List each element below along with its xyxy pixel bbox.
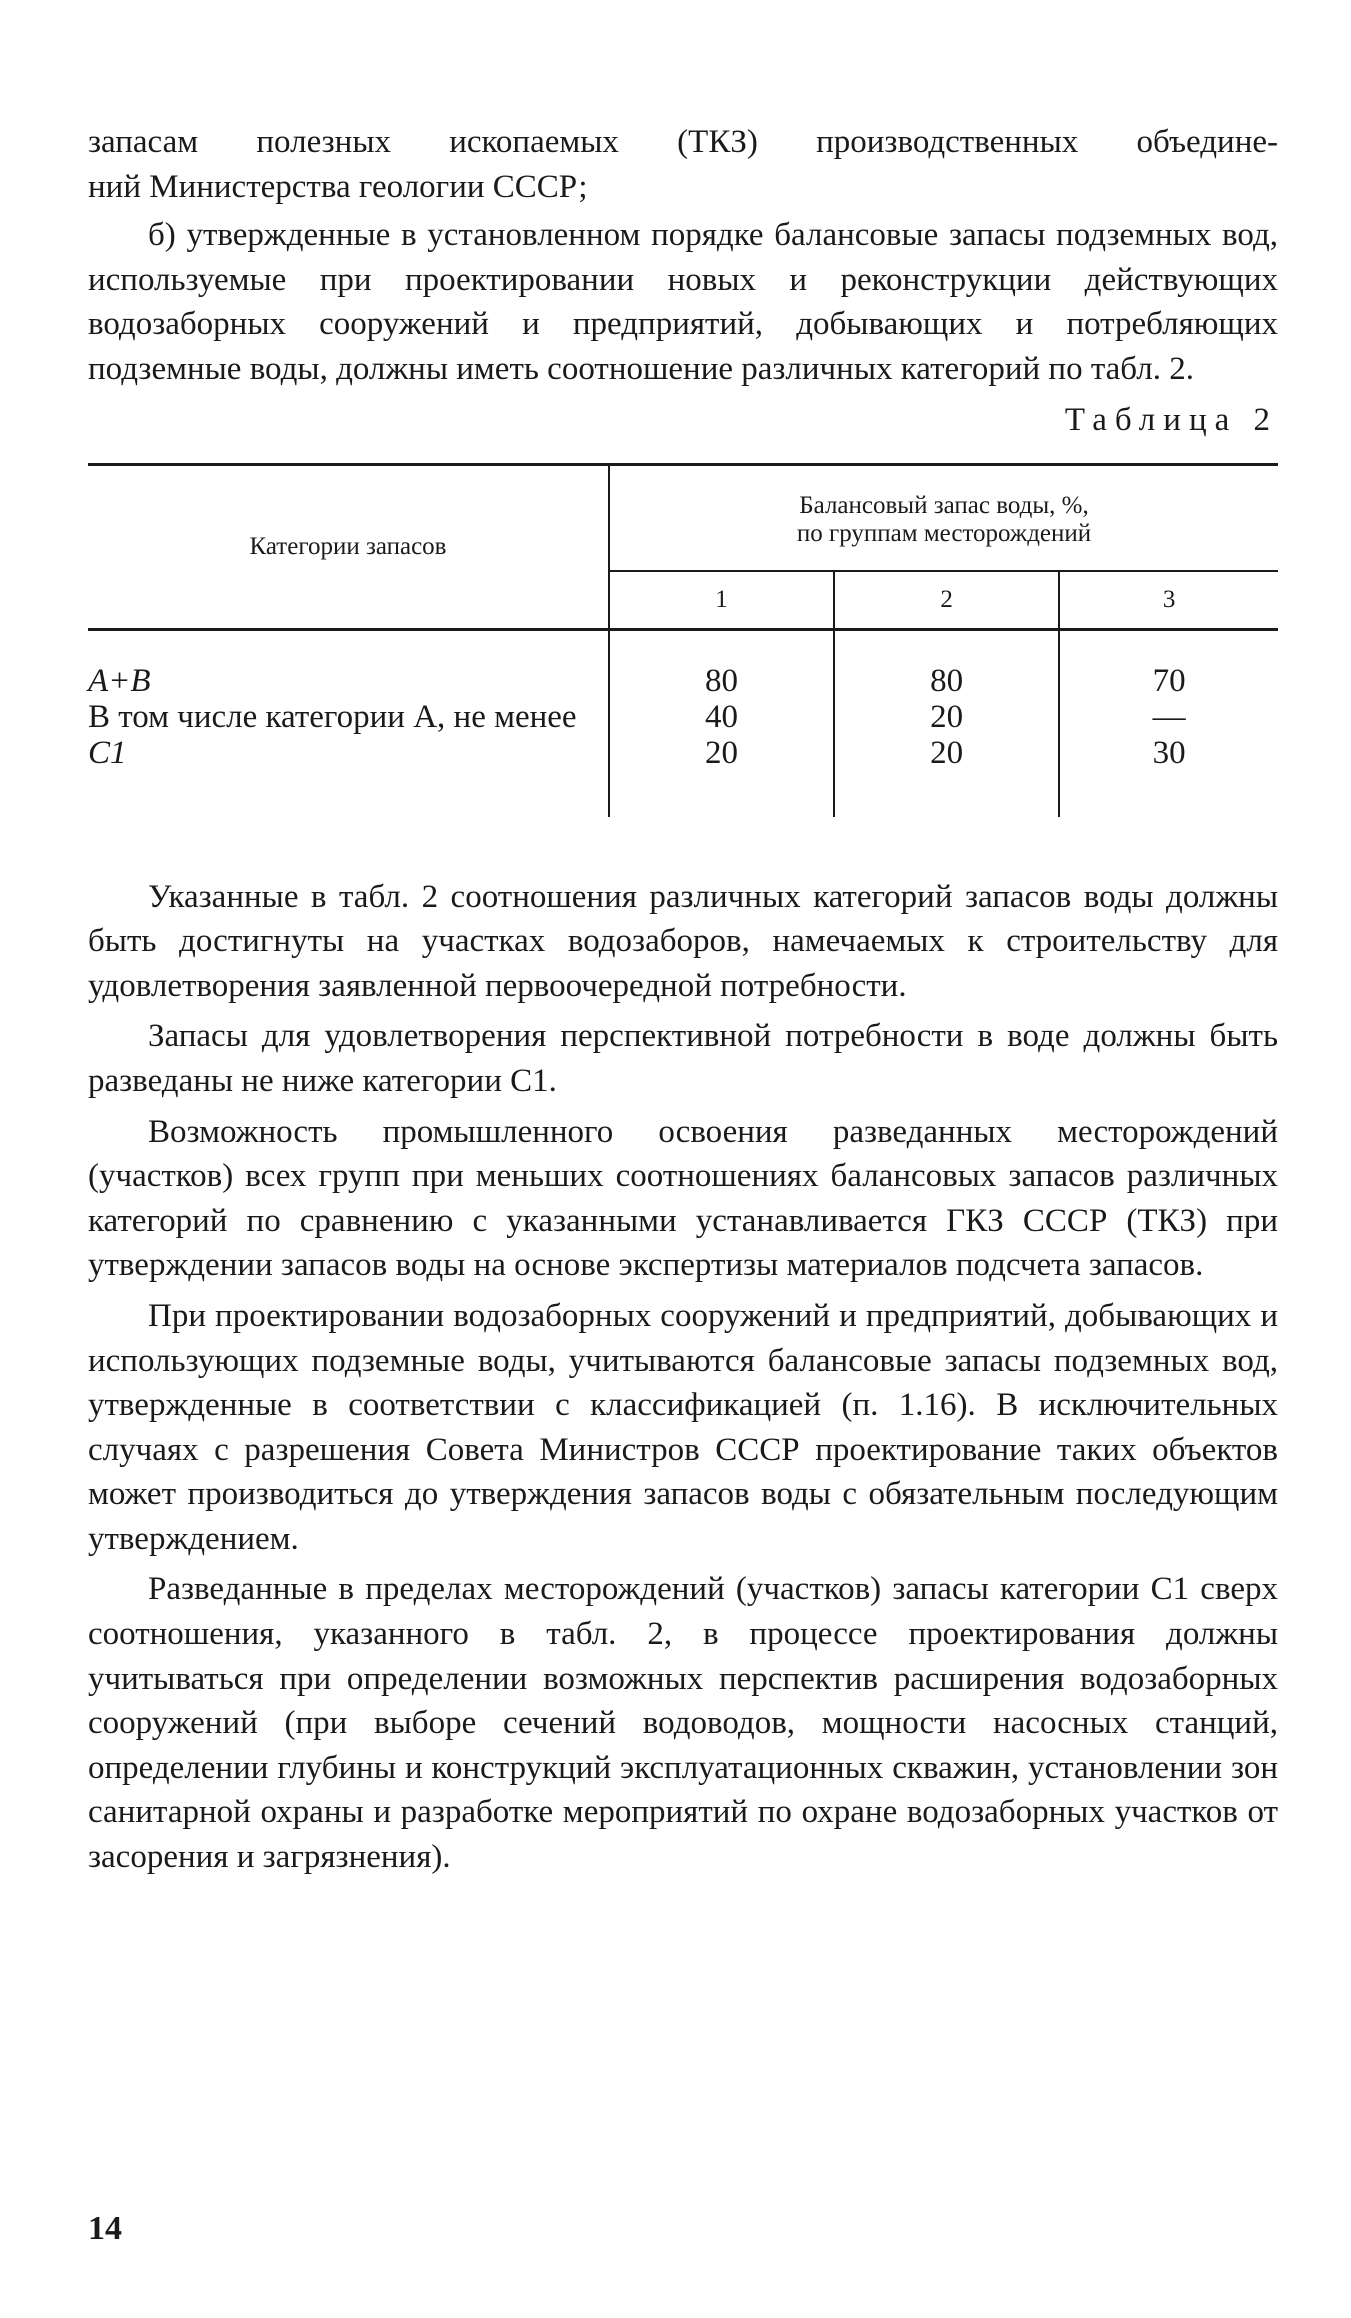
body-paragraph: Запасы для удовлетворения перспективной потребности в воде должны быть разведаны не ниже категории С1. bbox=[88, 1018, 1278, 1099]
document-page bbox=[88, 120, 1278, 1880]
table-row bbox=[88, 699, 1278, 735]
intro-text bbox=[88, 120, 1278, 165]
intro-line-1: запасам полезных ископаемых (ТКЗ) производственных объедине- bbox=[88, 124, 1278, 160]
intro-line-2: ний Министерства геологии СССР; bbox=[88, 168, 588, 205]
row-value: — bbox=[1152, 698, 1186, 735]
row-value: 80 bbox=[834, 629, 1059, 699]
row-category: В том числе категории А, не менее bbox=[88, 699, 609, 735]
row-category: С1 bbox=[88, 735, 609, 817]
body-paragraph: Указанные в табл. 2 соотношения различных категорий запасов воды должны быть достигнуты на участках водозаборов, намечаемых к строительству для удовлетворения заявленной первоочередной потребности. bbox=[88, 878, 1278, 1004]
row-value: 30 bbox=[1152, 734, 1186, 771]
group-number-2: 2 bbox=[834, 571, 1059, 630]
body-paragraph: Разведанные в пределах месторождений (участков) запасы категории С1 сверх соотношения, указанного в табл. 2, в процессе проектирования должны учитываться при определении возможных перспектив расширения водозаборных сооружений (при выборе сечений водоводов, мощности насосных станций, определении глубины и конструкций эксплуатационных скважин, установлении зон санитарной охраны и разработке мероприятий по охране водозаборных участков от засорения и загрязнения). bbox=[88, 1571, 1278, 1876]
group-header-line-2: по группам месторождений bbox=[796, 519, 1092, 547]
intro-text-end bbox=[88, 165, 1278, 210]
body-text bbox=[88, 875, 1278, 1880]
paragraph-b: б) утвержденные в установленном порядке балансовые запасы подземных вод, используемые при проектировании новых и реконструкции действующих водозаборных сооружений и предприятий, добывающих и потребляющих подземные воды, должны иметь соотношение различных категорий по табл. 2. bbox=[88, 217, 1278, 387]
body-paragraph: Возможность промышленного освоения разведанных месторождений (участков) всех групп при меньших соотношениях балансовых запасов различных категорий по сравнению с указанными устанавливается ГКЗ СССР (ТКЗ) при утверждении запасов воды на основе экспертизы материалов подсчета запасов. bbox=[88, 1113, 1278, 1284]
row-value: 40 bbox=[609, 699, 834, 735]
category-column-header: Категории запасов bbox=[88, 464, 609, 629]
table-caption: Таблица 2 bbox=[1064, 401, 1278, 438]
group-number-1: 1 bbox=[609, 571, 834, 630]
row-category: А+В bbox=[88, 629, 609, 699]
page-number: 14 bbox=[88, 2210, 122, 2247]
row-value: 80 bbox=[609, 629, 834, 699]
row-value: 20 bbox=[834, 735, 1059, 817]
row-value: 70 bbox=[1152, 662, 1186, 699]
body-paragraph: При проектировании водозаборных сооружений и предприятий, добывающих и использующих подземные воды, учитываются балансовые запасы подземных вод, утвержденные в соответствии с классификацией (п. 1.16). В исключительных случаях с разрешения Совета Министров СССР проектирование таких объектов может производиться до утверждения запасов воды с обязательным последующим утверждением. bbox=[88, 1297, 1278, 1557]
reserve-ratio-table bbox=[88, 463, 1278, 817]
row-value: 20 bbox=[609, 735, 834, 817]
group-number-3: 3 bbox=[1059, 571, 1278, 630]
table-row bbox=[88, 629, 1278, 699]
group-header-line-1: Балансовый запас воды, %, bbox=[799, 491, 1089, 519]
row-value: 20 bbox=[834, 699, 1059, 735]
table-row bbox=[88, 735, 1278, 817]
group-column-header bbox=[609, 464, 1278, 571]
